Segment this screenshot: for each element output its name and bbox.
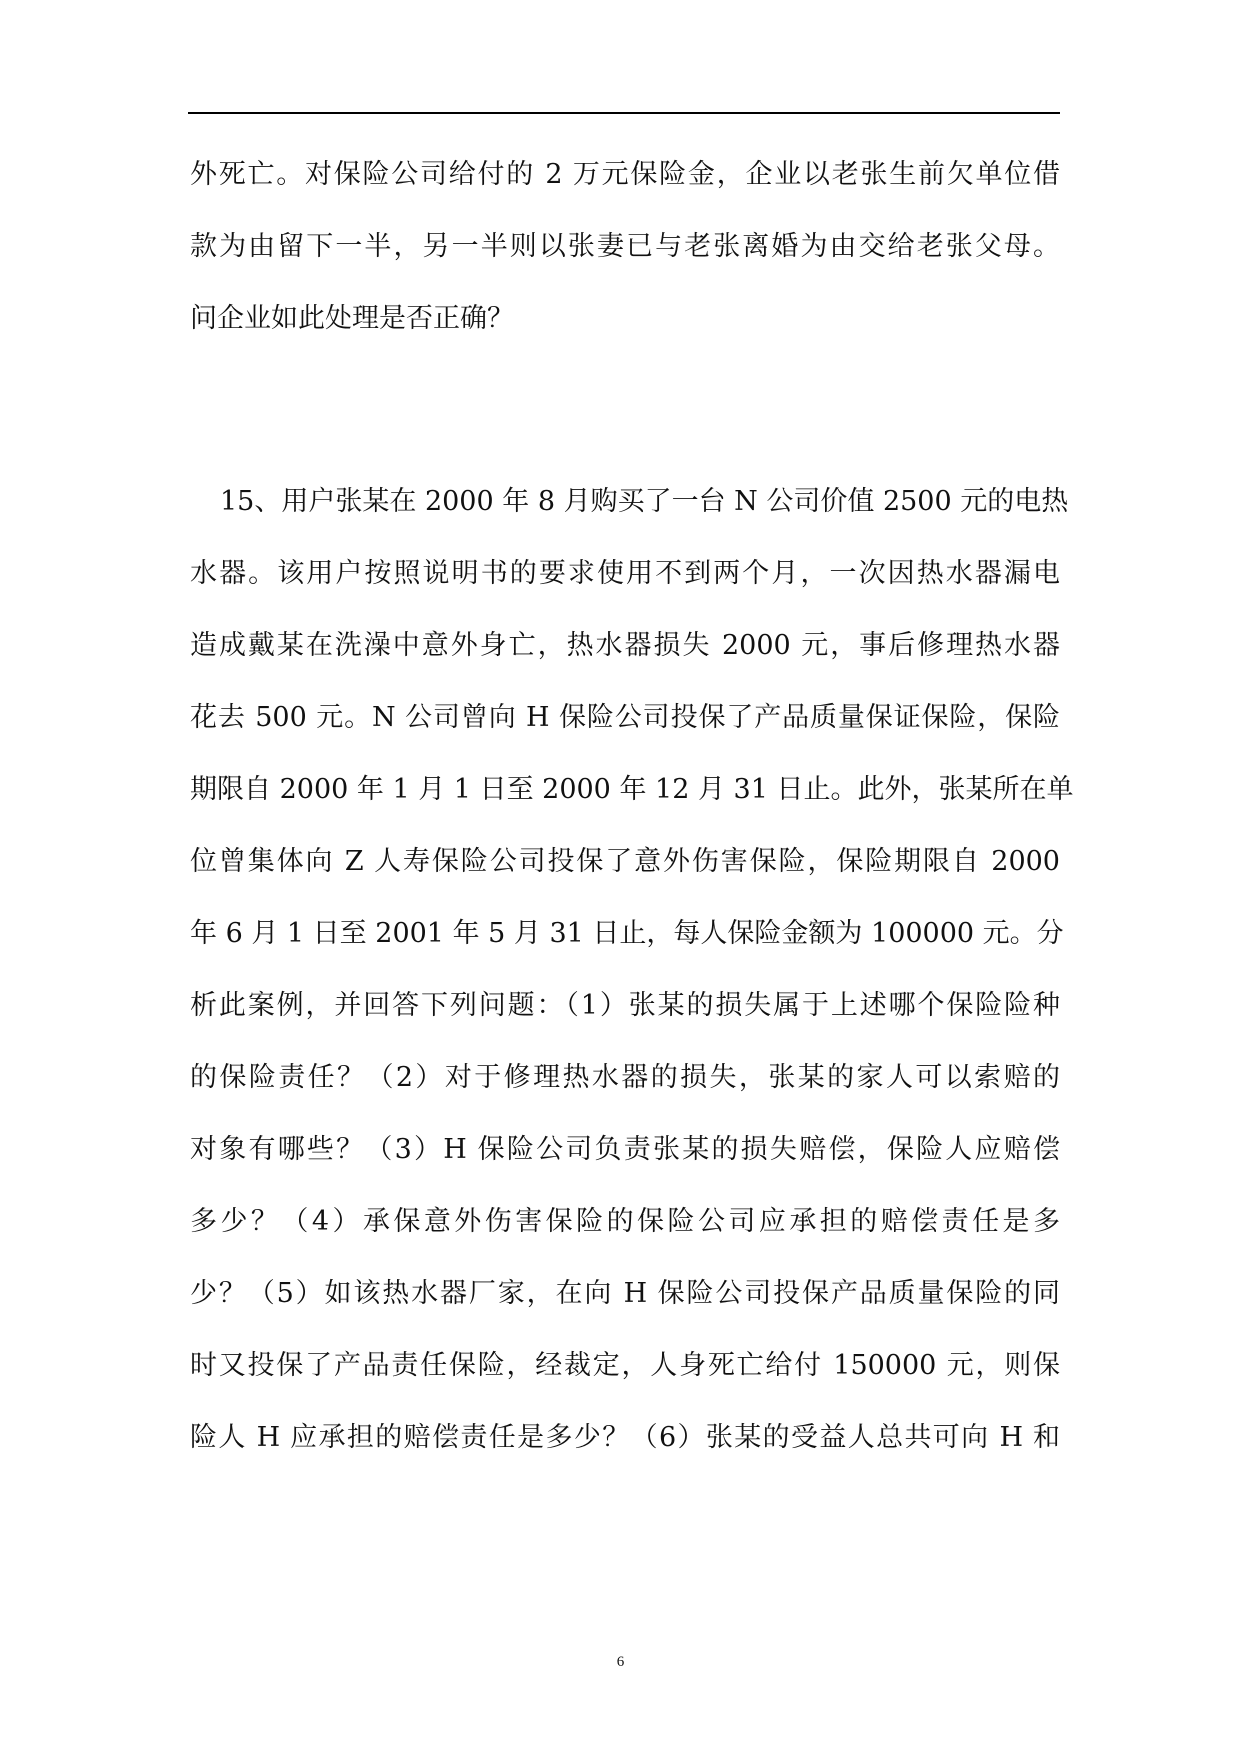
question-15-line: 15、用户张某在 2000 年 8 月购买了一台 N 公司价值 2500 元的电热: [220, 486, 1069, 517]
question-15-line: 水器。该用户按照说明书的要求使用不到两个月，一次因热水器漏电: [190, 558, 1060, 589]
question-15-line: 险人 H 应承担的赔偿责任是多少？（6）张某的受益人总共可向 H 和: [190, 1422, 1060, 1453]
question-15-line: 的保险责任？（2）对于修理热水器的损失，张某的家人可以索赔的: [190, 1062, 1060, 1093]
question-15-line: 造成戴某在洗澡中意外身亡，热水器损失 2000 元，事后修理热水器: [190, 630, 1060, 661]
question-15-line: 花去 500 元。N 公司曾向 H 保险公司投保了产品质量保证保险，保险: [190, 702, 1060, 733]
question-15-line: 析此案例，并回答下列问题：（1）张某的损失属于上述哪个保险险种: [190, 990, 1060, 1021]
header-rule: [188, 112, 1060, 114]
question-15-line: 期限自 2000 年 1 月 1 日至 2000 年 12 月 31 日止。此外，张某所在单: [190, 774, 1074, 805]
paragraph-line: 问企业如此处理是否正确？: [190, 303, 514, 334]
question-15-line: 年 6 月 1 日至 2001 年 5 月 31 日止，每人保险金额为 100000 元。分: [190, 918, 1064, 949]
paragraph-line: 外死亡。对保险公司给付的 2 万元保险金，企业以老张生前欠单位借: [190, 159, 1060, 190]
question-15-line: 位曾集体向 Z 人寿保险公司投保了意外伤害保险，保险期限自 2000: [190, 846, 1060, 877]
page-number: 6: [616, 1654, 625, 1670]
question-15-line: 多少？（4）承保意外伤害保险的保险公司应承担的赔偿责任是多: [190, 1206, 1060, 1237]
paragraph-line: 款为由留下一半，另一半则以张妻已与老张离婚为由交给老张父母。: [190, 231, 1060, 262]
question-15-line: 时又投保了产品责任保险，经裁定，人身死亡给付 150000 元，则保: [190, 1350, 1060, 1381]
question-15-line: 少？（5）如该热水器厂家，在向 H 保险公司投保产品质量保险的同: [190, 1278, 1060, 1309]
question-15-line: 对象有哪些？（3）H 保险公司负责张某的损失赔偿，保险人应赔偿: [190, 1134, 1060, 1165]
